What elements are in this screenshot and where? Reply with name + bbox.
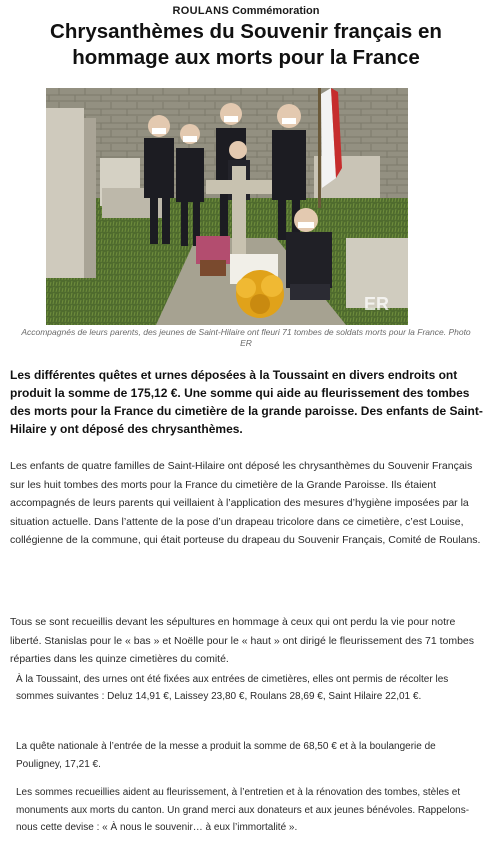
article-paragraph: Tous se sont recueillis devant les sépultures en hommage à ceux qui ont perdu la vie pour notre liberté. Stanislas pour le « bas » et Noëlle pour le « haut » ont dirigé le fleurissement des 71 tombes réparties dans les quinze cimetières du comité. — [10, 616, 475, 665]
photo-watermark: ER — [364, 294, 390, 314]
article-kicker — [0, 4, 492, 18]
article-lead: Les différentes quêtes et urnes déposées à la Toussaint en divers endroits ont produit la somme de 175,12 €. Une somme qui aide au fleurissement des tombes des morts pour la France du cimetière de la grande paroisse. Des enfants de Saint-Hilaire y ont déposé des chrysanthèmes. — [10, 368, 483, 436]
article-paragraph: À la Toussaint, des urnes ont été fixées aux entrées de cimetières, elles ont permis de récolter les sommes suivantes : Deluz 14,91 €, Laissey 23,80 €, Roulans 28,69 €, Saint Hilaire 22,01 €. — [16, 674, 449, 702]
kicker-rubric: Commémoration — [232, 5, 320, 17]
photo-caption: Accompagnés de leurs parents, des jeunes de Saint-Hilaire ont fleuri 71 tombes de soldats morts pour la France. Photo ER — [21, 327, 471, 348]
article-headline: Chrysanthèmes du Souvenir français en hommage aux morts pour la France — [50, 20, 442, 69]
article-photo — [46, 88, 408, 325]
cemetery-photo-illustration — [46, 88, 408, 325]
kicker-location: ROULANS — [172, 5, 230, 17]
article-paragraph: La quête nationale à l’entrée de la messe a produit la somme de 68,50 € et à la boulangerie de Pouligney, 17,21 €. — [16, 741, 436, 770]
article-paragraph: Les enfants de quatre familles de Saint-Hilaire ont déposé les chrysanthèmes du Souvenir Français sur les huit tombes des morts pour la France du cimetière de la Grande Paroisse. Ils étaient accompagnés de leurs parents qui veillaient à l’application des mesures d’hygiène imposées par la situation actuelle. Dans l’attente de la pose d’un drapeau tricolore dans ce cimetière, c’est Louise, collégienne de la commune, qui était porteuse du drapeau du Souvenir Français, Comité de Roulans. — [10, 460, 481, 546]
article-paragraph: Les sommes recueillies aident au fleurissement, à l’entretien et à la rénovation des tombes, stèles et monuments aux morts du canton. Un grand merci aux donateurs et aux jeunes bénévoles. Rappelons-nous cette devise : « À nous le souvenir… à eux l’immortalité ». — [16, 787, 470, 833]
